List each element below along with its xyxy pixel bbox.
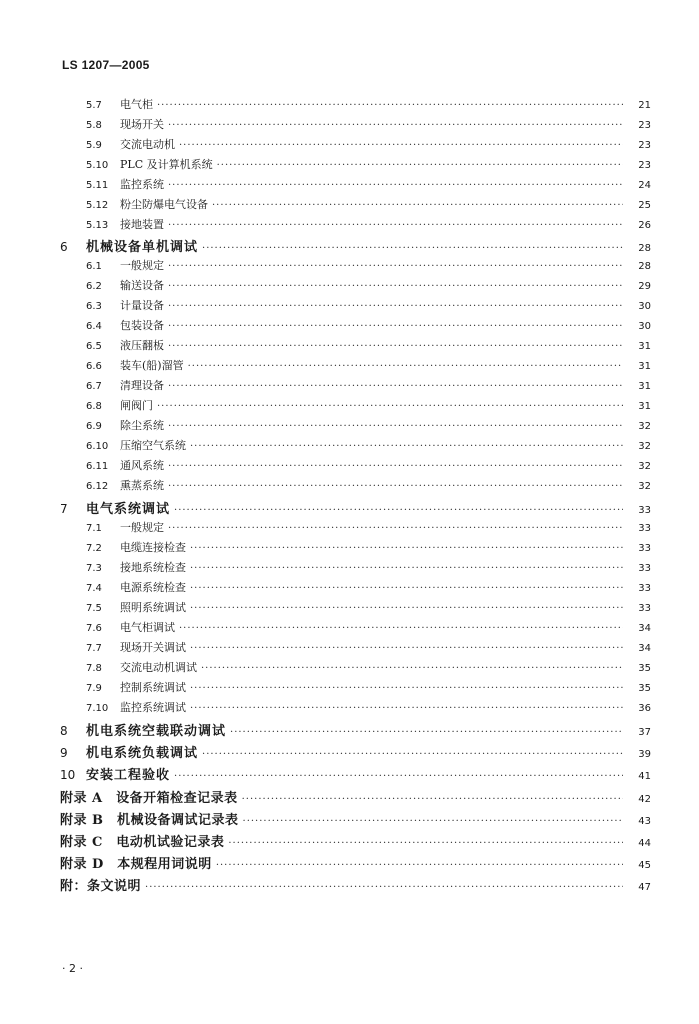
entry-title: 计量设备 xyxy=(120,299,164,312)
entry-page: 29 xyxy=(638,281,651,292)
entry-page: 23 xyxy=(638,140,651,151)
toc-entry-5-10[interactable] xyxy=(86,156,651,172)
leader-dots xyxy=(190,441,623,452)
entry-number: 6.9 xyxy=(86,421,102,432)
toc-entry-6-5[interactable] xyxy=(86,337,651,353)
leader-dots xyxy=(168,180,623,191)
entry-title: 现场开关调试 xyxy=(120,641,186,654)
leader-dots xyxy=(217,160,623,171)
entry-number: 7.1 xyxy=(86,523,102,534)
toc-appendix-a[interactable] xyxy=(60,787,651,806)
entry-page: 23 xyxy=(638,160,651,171)
leader-dots xyxy=(157,100,623,111)
entry-title: 电气柜 xyxy=(120,98,153,111)
leader-dots xyxy=(174,505,623,516)
chapter-page: 37 xyxy=(638,727,651,738)
leader-dots xyxy=(201,663,623,674)
leader-dots xyxy=(190,703,623,714)
toc-entry-7-6[interactable] xyxy=(86,619,651,635)
entry-title: 包装设备 xyxy=(120,319,164,332)
toc-entry-7-9[interactable] xyxy=(86,679,651,695)
leader-dots xyxy=(168,461,623,472)
entry-title: 一般规定 xyxy=(120,521,164,534)
entry-title: 闸阀门 xyxy=(120,399,153,412)
entry-title: 除尘系统 xyxy=(120,419,164,432)
chapter-page: 39 xyxy=(638,749,651,760)
toc-entry-7-1[interactable] xyxy=(86,519,651,535)
toc-entry-7-3[interactable] xyxy=(86,559,651,575)
entry-number: 7.8 xyxy=(86,663,102,674)
toc-entry-5-9[interactable] xyxy=(86,136,651,152)
page-number: · 2 · xyxy=(62,962,83,975)
entry-page: 33 xyxy=(638,523,651,534)
leader-dots xyxy=(190,643,623,654)
leader-dots xyxy=(202,243,623,254)
entry-page: 24 xyxy=(638,180,651,191)
entry-page: 28 xyxy=(638,261,651,272)
entry-page: 25 xyxy=(638,200,651,211)
chapter-title: 安装工程验收 xyxy=(86,768,171,783)
toc-entry-6-6[interactable] xyxy=(86,357,651,373)
toc-entry-6-3[interactable] xyxy=(86,297,651,313)
entry-number: 5.13 xyxy=(86,220,109,231)
toc-chapter-6[interactable] xyxy=(60,236,651,255)
entry-number: 7.3 xyxy=(86,563,102,574)
toc-entry-5-13[interactable] xyxy=(86,216,651,232)
entry-title: 电气柜调试 xyxy=(120,621,175,634)
leader-dots xyxy=(168,481,623,492)
leader-dots xyxy=(168,301,623,312)
entry-title: 交流电动机 xyxy=(120,138,175,151)
entry-number: 7.6 xyxy=(86,623,102,634)
toc-entry-6-12[interactable] xyxy=(86,477,651,493)
entry-number: 6.4 xyxy=(86,321,102,332)
entry-number: 6.6 xyxy=(86,361,102,372)
entry-number: 7.5 xyxy=(86,603,102,614)
toc-entry-6-11[interactable] xyxy=(86,457,651,473)
toc-entry-7-5[interactable] xyxy=(86,599,651,615)
entry-number: 5.12 xyxy=(86,200,109,211)
leader-dots xyxy=(168,321,623,332)
entry-page: 30 xyxy=(638,301,651,312)
entry-page: 33 xyxy=(638,583,651,594)
appendix-page: 45 xyxy=(638,860,651,871)
entry-number: 5.7 xyxy=(86,100,102,111)
appendix-title: 附：条文说明 xyxy=(60,879,142,894)
leader-dots xyxy=(168,220,623,231)
entry-number: 6.1 xyxy=(86,261,102,272)
appendix-page: 47 xyxy=(638,882,651,893)
leader-dots xyxy=(157,401,623,412)
leader-dots xyxy=(230,727,623,738)
entry-page: 31 xyxy=(638,341,651,352)
entry-page: 34 xyxy=(638,643,651,654)
entry-number: 6.7 xyxy=(86,381,102,392)
appendix-title: 附录 B 机械设备调试记录表 xyxy=(60,813,239,828)
chapter-number: 7 xyxy=(60,502,68,516)
toc-entry-5-8[interactable] xyxy=(86,116,651,132)
entry-page: 26 xyxy=(638,220,651,231)
toc-commentary[interactable] xyxy=(60,875,651,894)
leader-dots xyxy=(242,794,623,805)
toc-entry-7-10[interactable] xyxy=(86,699,651,715)
entry-title: 控制系统调试 xyxy=(120,681,186,694)
entry-title: 现场开关 xyxy=(120,118,164,131)
toc-entry-6-9[interactable] xyxy=(86,417,651,433)
entry-title: 压缩空气系统 xyxy=(120,439,186,452)
toc-entry-6-2[interactable] xyxy=(86,277,651,293)
entry-page: 35 xyxy=(638,663,651,674)
toc-entry-6-10[interactable] xyxy=(86,437,651,453)
leader-dots xyxy=(202,749,623,760)
entry-title: 液压翻板 xyxy=(120,339,164,352)
chapter-number: 9 xyxy=(60,746,68,760)
appendix-page: 42 xyxy=(638,794,651,805)
entry-number: 6.3 xyxy=(86,301,102,312)
leader-dots xyxy=(168,120,623,131)
entry-page: 31 xyxy=(638,361,651,372)
appendix-title: 附录 D 本规程用词说明 xyxy=(60,857,212,872)
chapter-title: 机械设备单机调试 xyxy=(86,240,199,255)
toc-entry-5-11[interactable] xyxy=(86,176,651,192)
appendix-title: 附录 A 设备开箱检查记录表 xyxy=(60,791,238,806)
leader-dots xyxy=(190,583,623,594)
chapter-title: 机电系统空载联动调试 xyxy=(86,724,227,739)
toc-chapter-7[interactable] xyxy=(60,498,651,517)
leader-dots xyxy=(168,281,623,292)
entry-title: 照明系统调试 xyxy=(120,601,186,614)
entry-number: 5.9 xyxy=(86,140,102,151)
entry-title: 一般规定 xyxy=(120,259,164,272)
entry-page: 31 xyxy=(638,381,651,392)
toc-entry-7-4[interactable] xyxy=(86,579,651,595)
entry-page: 36 xyxy=(638,703,651,714)
leader-dots xyxy=(168,381,623,392)
entry-number: 5.10 xyxy=(86,160,109,171)
toc-entry-7-8[interactable] xyxy=(86,659,651,675)
leader-dots xyxy=(216,860,623,871)
entry-page: 34 xyxy=(638,623,651,634)
entry-number: 6.11 xyxy=(86,461,109,472)
entry-number: 7.4 xyxy=(86,583,102,594)
entry-number: 6.10 xyxy=(86,441,109,452)
chapter-page: 33 xyxy=(638,505,651,516)
entry-page: 23 xyxy=(638,120,651,131)
entry-number: 6.12 xyxy=(86,481,109,492)
chapter-title: 机电系统负载调试 xyxy=(86,746,199,761)
toc-entry-7-7[interactable] xyxy=(86,639,651,655)
toc-appendix-d[interactable] xyxy=(60,853,651,872)
entry-page: 33 xyxy=(638,603,651,614)
chapter-page: 41 xyxy=(638,771,651,782)
entry-page: 21 xyxy=(638,100,651,111)
leader-dots xyxy=(188,361,623,372)
leader-dots xyxy=(179,140,623,151)
entry-title: 通风系统 xyxy=(120,459,164,472)
entry-page: 30 xyxy=(638,321,651,332)
entry-page: 31 xyxy=(638,401,651,412)
leader-dots xyxy=(179,623,623,634)
entry-title: PLC 及计算机系统 xyxy=(120,158,213,171)
chapter-title: 电气系统调试 xyxy=(86,502,171,517)
leader-dots xyxy=(190,543,623,554)
entry-title: 输送设备 xyxy=(120,279,164,292)
entry-page: 33 xyxy=(638,563,651,574)
entry-number: 7.10 xyxy=(86,703,109,714)
entry-page: 32 xyxy=(638,461,651,472)
leader-dots xyxy=(190,683,623,694)
toc-appendix-c[interactable] xyxy=(60,831,651,850)
entry-title: 接地装置 xyxy=(120,218,164,231)
leader-dots xyxy=(190,563,623,574)
leader-dots xyxy=(168,261,623,272)
entry-page: 32 xyxy=(638,441,651,452)
toc-entry-6-4[interactable] xyxy=(86,317,651,333)
toc-chapter-8[interactable] xyxy=(60,720,651,739)
entry-number: 7.9 xyxy=(86,683,102,694)
chapter-number: 8 xyxy=(60,724,68,738)
leader-dots xyxy=(174,771,623,782)
entry-number: 6.2 xyxy=(86,281,102,292)
entry-page: 32 xyxy=(638,481,651,492)
toc-chapter-10[interactable] xyxy=(60,764,651,783)
entry-title: 监控系统 xyxy=(120,178,164,191)
leader-dots xyxy=(212,200,623,211)
appendix-page: 43 xyxy=(638,816,651,827)
toc-entry-5-7[interactable] xyxy=(86,96,651,112)
entry-number: 7.2 xyxy=(86,543,102,554)
entry-number: 5.11 xyxy=(86,180,109,191)
entry-title: 电源系统检查 xyxy=(120,581,186,594)
entry-number: 7.7 xyxy=(86,643,102,654)
entry-number: 5.8 xyxy=(86,120,102,131)
entry-title: 熏蒸系统 xyxy=(120,479,164,492)
chapter-number: 6 xyxy=(60,240,68,254)
entry-title: 交流电动机调试 xyxy=(120,661,197,674)
entry-title: 清理设备 xyxy=(120,379,164,392)
toc-appendix-b[interactable] xyxy=(60,809,651,828)
document-id: LS 1207—2005 xyxy=(62,58,150,72)
toc-entry-6-1[interactable] xyxy=(86,257,651,273)
leader-dots xyxy=(168,523,623,534)
toc-entry-5-12[interactable] xyxy=(86,196,651,212)
toc-entry-7-2[interactable] xyxy=(86,539,651,555)
entry-page: 33 xyxy=(638,543,651,554)
toc-entry-6-8[interactable] xyxy=(86,397,651,413)
entry-title: 装车(船)溜管 xyxy=(120,359,184,372)
chapter-page: 28 xyxy=(638,243,651,254)
entry-title: 监控系统调试 xyxy=(120,701,186,714)
entry-number: 6.5 xyxy=(86,341,102,352)
leader-dots xyxy=(228,838,623,849)
entry-number: 6.8 xyxy=(86,401,102,412)
chapter-number: 10 xyxy=(60,768,76,782)
entry-page: 35 xyxy=(638,683,651,694)
appendix-title: 附录 C 电动机试验记录表 xyxy=(60,835,225,850)
leader-dots xyxy=(190,603,623,614)
entry-page: 32 xyxy=(638,421,651,432)
toc-entry-6-7[interactable] xyxy=(86,377,651,393)
entry-title: 电缆连接检查 xyxy=(120,541,186,554)
toc-chapter-9[interactable] xyxy=(60,742,651,761)
leader-dots xyxy=(145,882,623,893)
leader-dots xyxy=(168,341,623,352)
entry-title: 粉尘防爆电气设备 xyxy=(120,198,208,211)
leader-dots xyxy=(168,421,623,432)
appendix-page: 44 xyxy=(638,838,651,849)
entry-title: 接地系统检查 xyxy=(120,561,186,574)
leader-dots xyxy=(243,816,623,827)
